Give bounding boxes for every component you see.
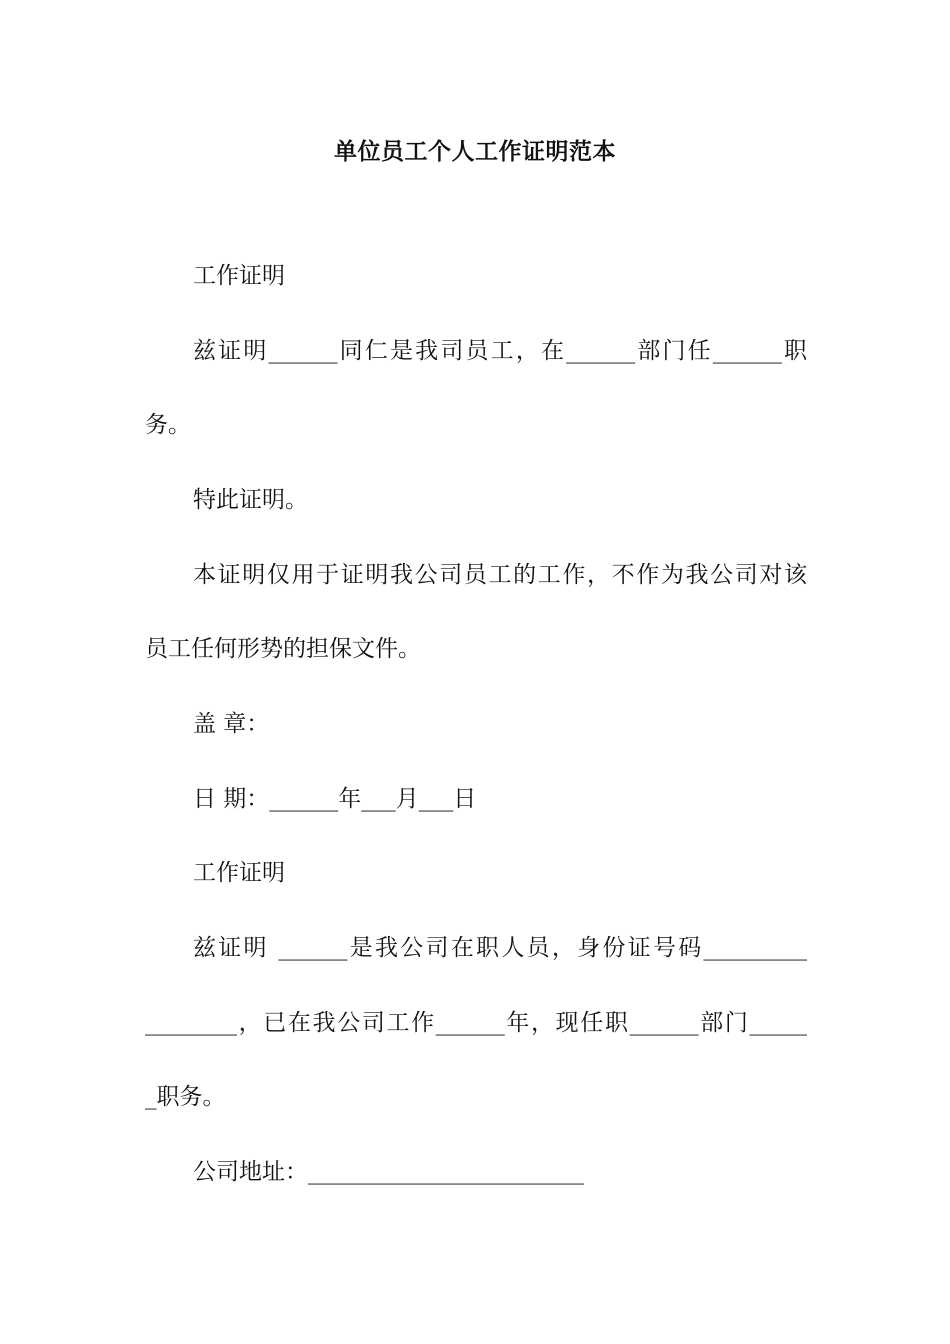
paragraph-line: ________，已在我公司工作______年，现任职______部门_____: [145, 1010, 807, 1036]
paragraph-line: _职务。: [145, 1084, 226, 1110]
paragraph-line: 兹证明______同仁是我司员工，在______部门任______职: [193, 338, 807, 364]
document-title: 单位员工个人工作证明范本: [334, 138, 616, 165]
section-heading-1: 工作证明: [193, 263, 285, 289]
seal-line: 盖 章：: [193, 711, 270, 737]
address-line: 公司地址：________________________: [193, 1159, 584, 1185]
paragraph-line: 本证明仅用于证明我公司员工的工作，不作为我公司对该: [193, 562, 807, 588]
paragraph-line: 特此证明。: [193, 487, 308, 513]
date-line: 日 期：______年___月___日: [193, 786, 477, 812]
paragraph-line: 务。: [145, 412, 191, 438]
section-heading-2: 工作证明: [193, 860, 285, 886]
paragraph-line: 兹证明 ______是我公司在职人员，身份证号码_________: [193, 935, 807, 961]
paragraph-line: 员工任何形势的担保文件。: [145, 636, 421, 662]
